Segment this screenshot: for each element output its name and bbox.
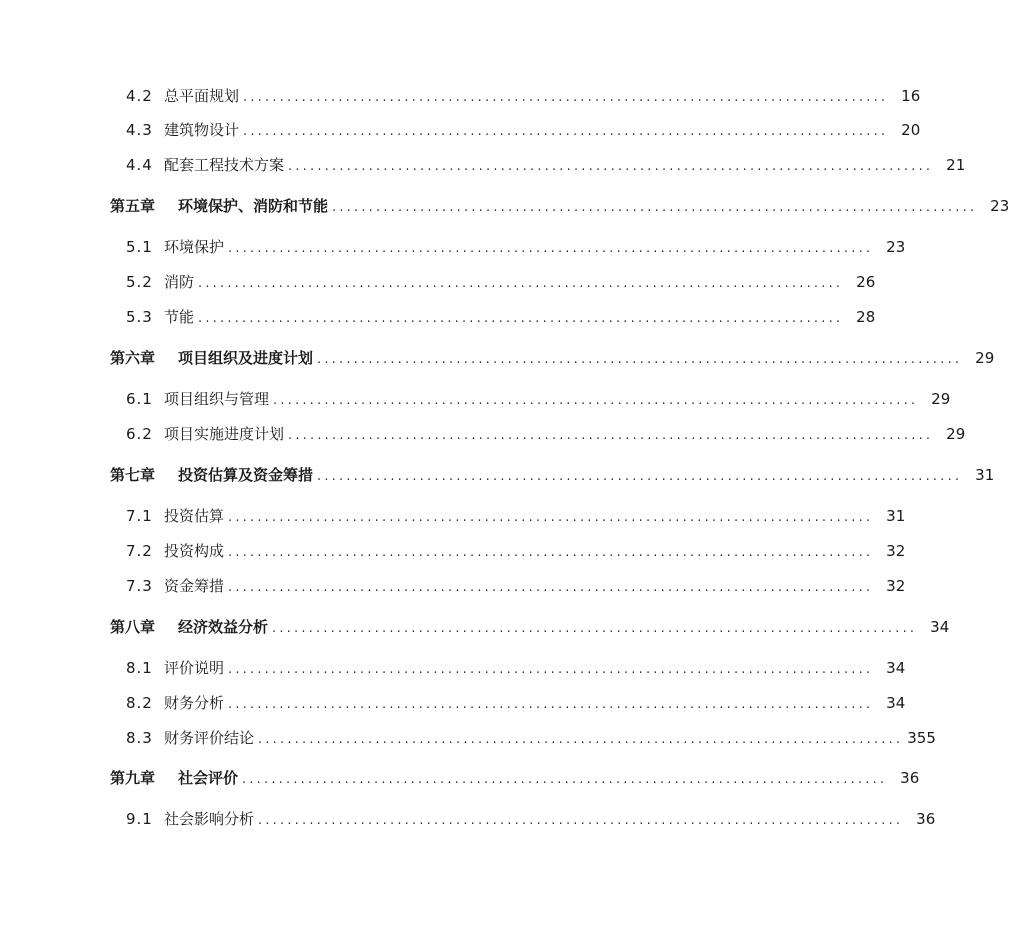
toc-title: 配套工程技术方案 [164,156,285,174]
toc-page-number: 32 [886,542,906,560]
toc-title: 节能 [164,308,195,326]
toc-page-number: 355 [907,729,936,747]
toc-title: 社会影响分析 [164,810,255,828]
toc-entry [126,120,921,142]
toc-chapter-entry [110,465,995,487]
toc-leader: ........................................................................................ [228,545,874,560]
toc-page-number: 34 [886,694,906,712]
toc-title: 评价说明 [164,659,225,677]
toc-chapter-entry [110,196,1009,218]
toc-leader: ........................................................................................ [242,772,888,787]
toc-page-number: 32 [886,577,906,595]
toc-chapter-entry [110,617,950,639]
toc-title: 投资构成 [164,542,225,560]
toc-title: 建筑物设计 [164,121,240,139]
toc-page-number: 29 [946,425,966,443]
toc-title: 资金筹措 [164,577,225,595]
toc-page-number: 20 [901,121,921,139]
toc-number: 5.3 [126,308,153,326]
toc-chapter-entry [110,348,995,370]
toc-entry [126,86,921,108]
toc-number: 7.2 [126,542,153,560]
toc-number: 4.3 [126,121,153,139]
toc-page-number: 36 [916,810,936,828]
toc-title: 项目实施进度计划 [164,425,285,443]
toc-entry [126,389,951,411]
toc-page-number: 26 [856,273,876,291]
toc-leader: ........................................................................................ [243,90,889,105]
toc-entry [126,272,876,294]
toc-chapter-number: 第九章 [110,769,156,787]
toc-number: 6.1 [126,390,153,408]
toc-page-number: 29 [975,349,995,367]
toc-chapter-number: 第五章 [110,197,156,215]
toc-title: 财务评价结论 [164,729,255,747]
toc-page-number: 34 [886,659,906,677]
toc-leader: ........................................................................................ [228,510,874,525]
toc-leader: ........................................................................................ [288,428,934,443]
toc-chapter-number: 第七章 [110,466,156,484]
toc-entry [126,809,936,831]
toc-leader: ........................................................................................ [272,621,918,636]
toc-number: 5.1 [126,238,153,256]
toc-entry [126,307,876,329]
toc-number: 8.2 [126,694,153,712]
toc-leader: ........................................................................................ [228,697,874,712]
toc-number: 9.1 [126,810,153,828]
toc-entry [126,155,966,177]
toc-page-number: 16 [901,87,921,105]
toc-page-number: 21 [946,156,966,174]
toc-page-number: 23 [990,197,1009,215]
toc-page-number: 36 [900,769,920,787]
toc-entry [126,693,906,715]
toc-page-number: 23 [886,238,906,256]
toc-chapter-title: 投资估算及资金筹措 [178,466,314,484]
toc-leader: ........................................................................................ [228,662,874,677]
toc-entry [126,237,906,259]
toc-number: 8.1 [126,659,153,677]
toc-number: 5.2 [126,273,153,291]
toc-chapter-title: 环境保护、消防和节能 [178,197,329,215]
toc-leader: ........................................................................................ [243,124,889,139]
toc-leader: ........................................................................................ [228,241,874,256]
toc-page-number: 28 [856,308,876,326]
toc-entry [126,424,966,446]
toc-page-number: 31 [975,466,995,484]
toc-number: 8.3 [126,729,153,747]
toc-entry [126,541,906,563]
toc-entry [126,728,936,750]
toc-chapter-entry [110,768,920,790]
toc-leader: ........................................................................................ [198,276,844,291]
toc-leader: ........................................................................................ [258,813,904,828]
toc-page-number: 31 [886,507,906,525]
toc-title: 财务分析 [164,694,225,712]
toc-title: 项目组织与管理 [164,390,270,408]
toc-entry [126,506,906,528]
toc-entry [126,576,906,598]
toc-number: 4.4 [126,156,153,174]
toc-number: 4.2 [126,87,153,105]
toc-leader: ........................................................................................ [228,580,874,595]
toc-chapter-number: 第八章 [110,618,156,636]
toc-leader: ........................................................................................ [273,393,919,408]
toc-leader: ........................................................................................ [317,352,963,367]
toc-number: 7.3 [126,577,153,595]
toc-chapter-title: 社会评价 [178,769,239,787]
toc-leader: ........................................................................................ [317,469,963,484]
toc-entry [126,658,906,680]
toc-number: 7.1 [126,507,153,525]
toc-page-number: 29 [931,390,951,408]
toc-leader: ........................................................................................ [198,311,844,326]
toc-title: 消防 [164,273,195,291]
toc-leader: ........................................................................................ [288,159,934,174]
toc-leader: ........................................................................................ [332,200,978,215]
toc-chapter-title: 项目组织及进度计划 [178,349,314,367]
toc-leader: ........................................................................................ [258,732,904,747]
toc-page-number: 34 [930,618,950,636]
toc-title: 环境保护 [164,238,225,256]
toc-number: 6.2 [126,425,153,443]
toc-title: 总平面规划 [164,87,240,105]
toc-title: 投资估算 [164,507,225,525]
toc-chapter-title: 经济效益分析 [178,618,269,636]
toc-chapter-number: 第六章 [110,349,156,367]
